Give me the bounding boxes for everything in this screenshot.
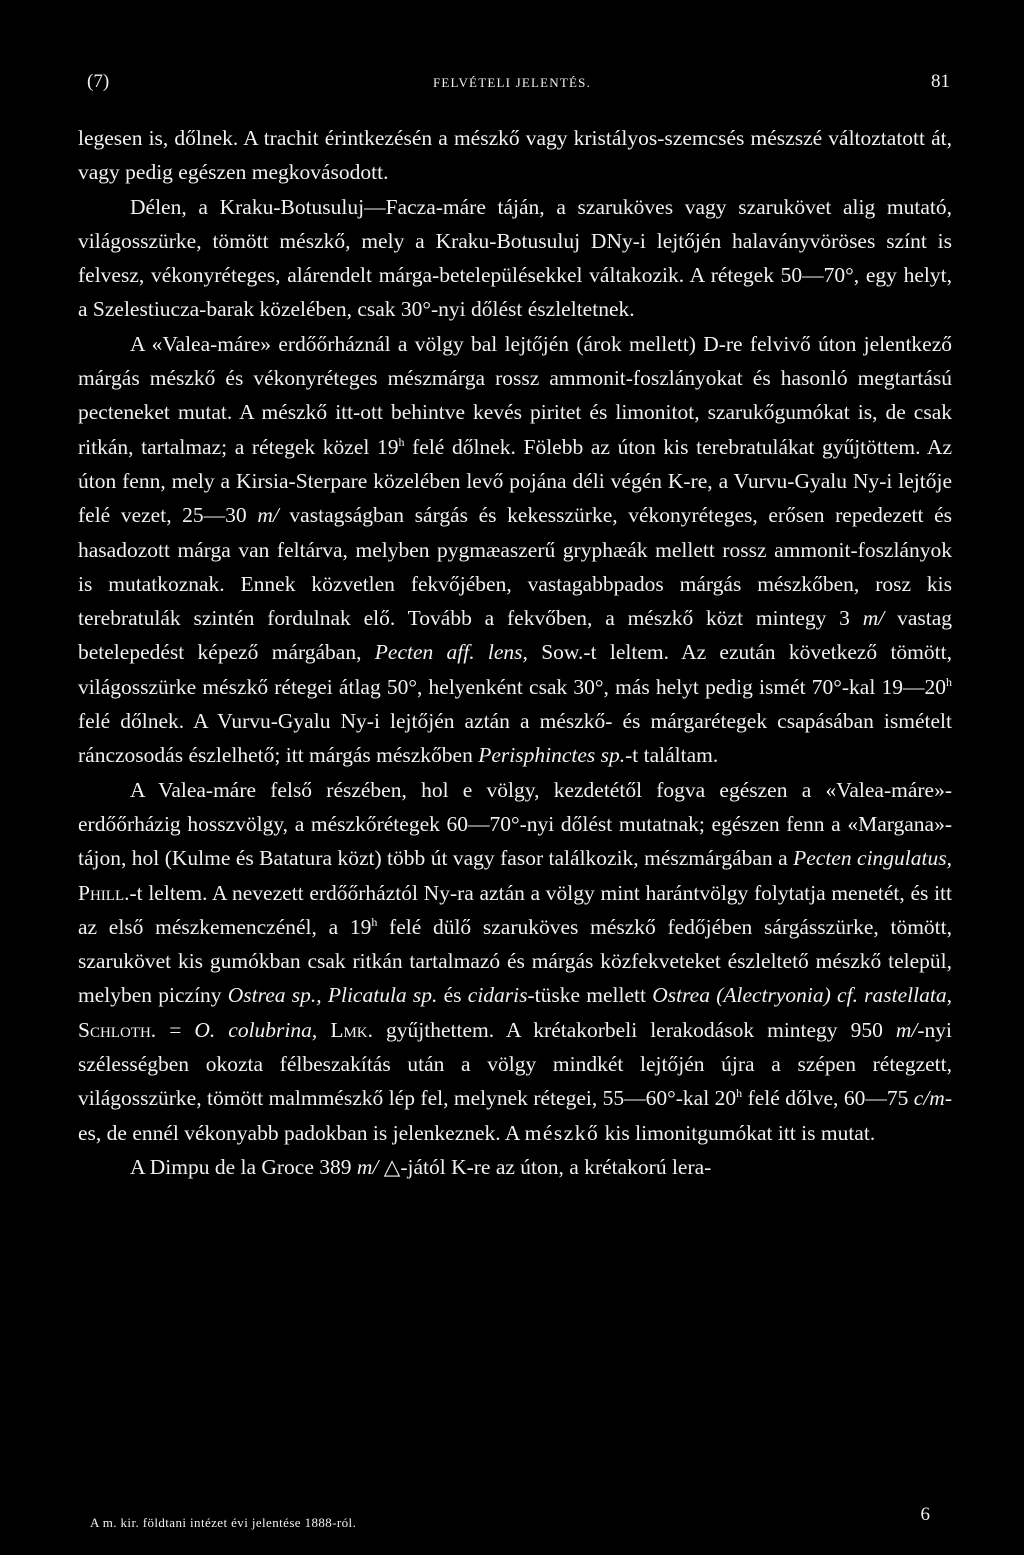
taxon-cidaris: cidaris (467, 983, 528, 1008)
unit-meter: m/ (356, 1154, 379, 1179)
paragraph-1: legesen is, dőlnek. A trachit érintkezésén a mészkő vagy kristályos-szemcsés mészszé változtatott át, vagy pedig egészen megkovásodott. (78, 126, 952, 185)
hour-sup: h (946, 674, 952, 689)
hour-sup: h (736, 1086, 743, 1101)
taxon-ostrea-alectryonia: Ostrea (Alectryonia) cf. rastellata, (652, 983, 952, 1008)
hour-sup: h (371, 914, 378, 929)
page-number: 81 (931, 71, 950, 92)
taxon-pecten-cingulatus: Pecten cingulatus, (793, 846, 952, 871)
spaced-word: mészkő (524, 1120, 600, 1145)
paragraph-4: A Valea-máre felső részében, hol e völgy, kezdetétől fogva egészen a «Valea-máre»-erdőőrházig hosszvölgy, a mészkőrétegek 60—70°-nyi dőlést mutatnak; egészen fenn a «Margana»-tájon, hol (Kulme és Batatura közt) több út vagy fasor találkozik, mészmárgában a Pecten cingulatus, Phill.-t leltem. A nevezett erdőőrháztól Ny-ra aztán a völgy mint harántvölgy folytatja menetét, és itt az első mészkemenczénél, a 19$^h$ felé dülő szaruköves mészkő fedőjében sárgásszürke, tömött, szarukövet kis gumókban csak ritkán tartalmazó és márgás közfekveteket észleltető mészkő települ, melyben piczíny Ostrea sp., Plicatula sp. és cidaris-tüske mellett Ostrea (Alectryonia) cf. rastellata, Schloth. = O. colubrina, Lmk. gyűjthettem. A krétakorbeli lerakodások mintegy 950 m/-nyi szélességben okozta félbeszakítás után a völgy mindkét lejtőjén újra a szépen rétegzett, világosszürke, tömött malmmészkő lép fel, melynek rétegei, 55—60°-kal 20$^h$ felé dőlve, 60—75 c/m-es, de ennél vékonyabb padokban is jelenkeznek. A mészkő kis limonitgumókat itt is mutat. (78, 777, 952, 1145)
running-header (0, 71, 1024, 101)
author-lmk: Lmk. (330, 1017, 373, 1042)
paragraph-2: Délen, a Kraku-Botusuluj—Facza-máre táján, a szaruköves vagy szarukövet alig mutató, világosszürke, tömött mészkő, mely a Kraku-Botusuluj DNy-i lejtőjén halaványvöröses színt is felvesz, vékonyréteges, alárendelt márga-betelepülésekkel váltakozik. A rétegek 50—70°, egy helyt, a Szelestiucza-barak közelében, csak 30°-nyi dőlést észleltetnek. (78, 194, 952, 322)
taxon-pecten-lens: Pecten aff. lens, (374, 640, 528, 665)
running-title: FELVÉTELI JELENTÉS. (432, 75, 592, 90)
sheet-signature: 6 (920, 1504, 930, 1525)
unit-centimeter: c/m (913, 1086, 945, 1111)
author-phill: Phill. (78, 880, 130, 905)
unit-meter: m/ (862, 606, 885, 631)
taxon-perisphinctes: Perisphinctes sp. (478, 743, 626, 768)
body-text (78, 121, 952, 1184)
taxon-colubrina: O. colubrina, (194, 1017, 318, 1042)
paragraph-5: A Dimpu de la Groce 389 m/ △-jától K-re az úton, a krétakorú lera- (130, 1154, 712, 1179)
section-number: (7) (87, 71, 110, 92)
author-schloth: Schloth. (78, 1017, 157, 1042)
footer-note: A m. kir. földtani intézet évi jelentése 1888-ról. (90, 1515, 357, 1530)
hour-sup: h (398, 434, 405, 449)
triangle-symbol: △ (383, 1154, 401, 1179)
unit-meter: m/ (895, 1017, 918, 1042)
page-footer (90, 1504, 940, 1537)
taxon-ostrea-plicatula: Ostrea sp., Plicatula sp. (227, 983, 438, 1008)
paragraph-3: A «Valea-máre» erdőőrháznál a völgy bal lejtőjén (árok mellett) D-re felvivő úton jelentkező márgás mészkő és vékonyréteges mészmárga rossz ammonit-foszlányokat és hasonló megtartású pecteneket mutat. A mészkő itt-ott behintve kevés piritet és limonitot, szarukőgumókat is, de csak ritkán, tartalmaz; a rétegek közel 19$^h$ felé dőlnek. Fölebb az úton kis terebratulákat gyűjtöttem. Az úton fenn, mely a Kirsia-Sterpare közelében levő pojána déli végén K-re, a Vurvu-Gyalu Ny-i lejtője felé vezet, 25—30 m/ vastagságban sárgás és kekesszürke, vékonyréteges, erősen repedezett és hasadozott márga van feltárva, melyben pygmæaszerű gryphæák mellett rossz ammonit-foszlányok is mutatkoznak. Ennek közvetlen fekvőjében, vastagabbpados márgás mészkőben, rosz kis terebratulák szintén fordulnak elő. Tovább a fekvőben, a mészkő közt mintegy 3 m/ vastag betelepedést képező márgában, Pecten aff. lens, Sow.-t leltem. Az ezután következő tömött, világosszürke mészkő rétegei átlag 50°, helyenként csak 30°, más helyt pedig ismét 70°-kal 19—20$^h$ felé dőlnek. A Vurvu-Gyalu Ny-i lejtőjén aztán a mészkő- és márgarétegek csapásában ismételt ránczosodás észlelhető; itt márgás mészkőben Perisphinctes sp.-t találtam. (78, 331, 953, 768)
unit-meter: m/ (257, 503, 279, 528)
